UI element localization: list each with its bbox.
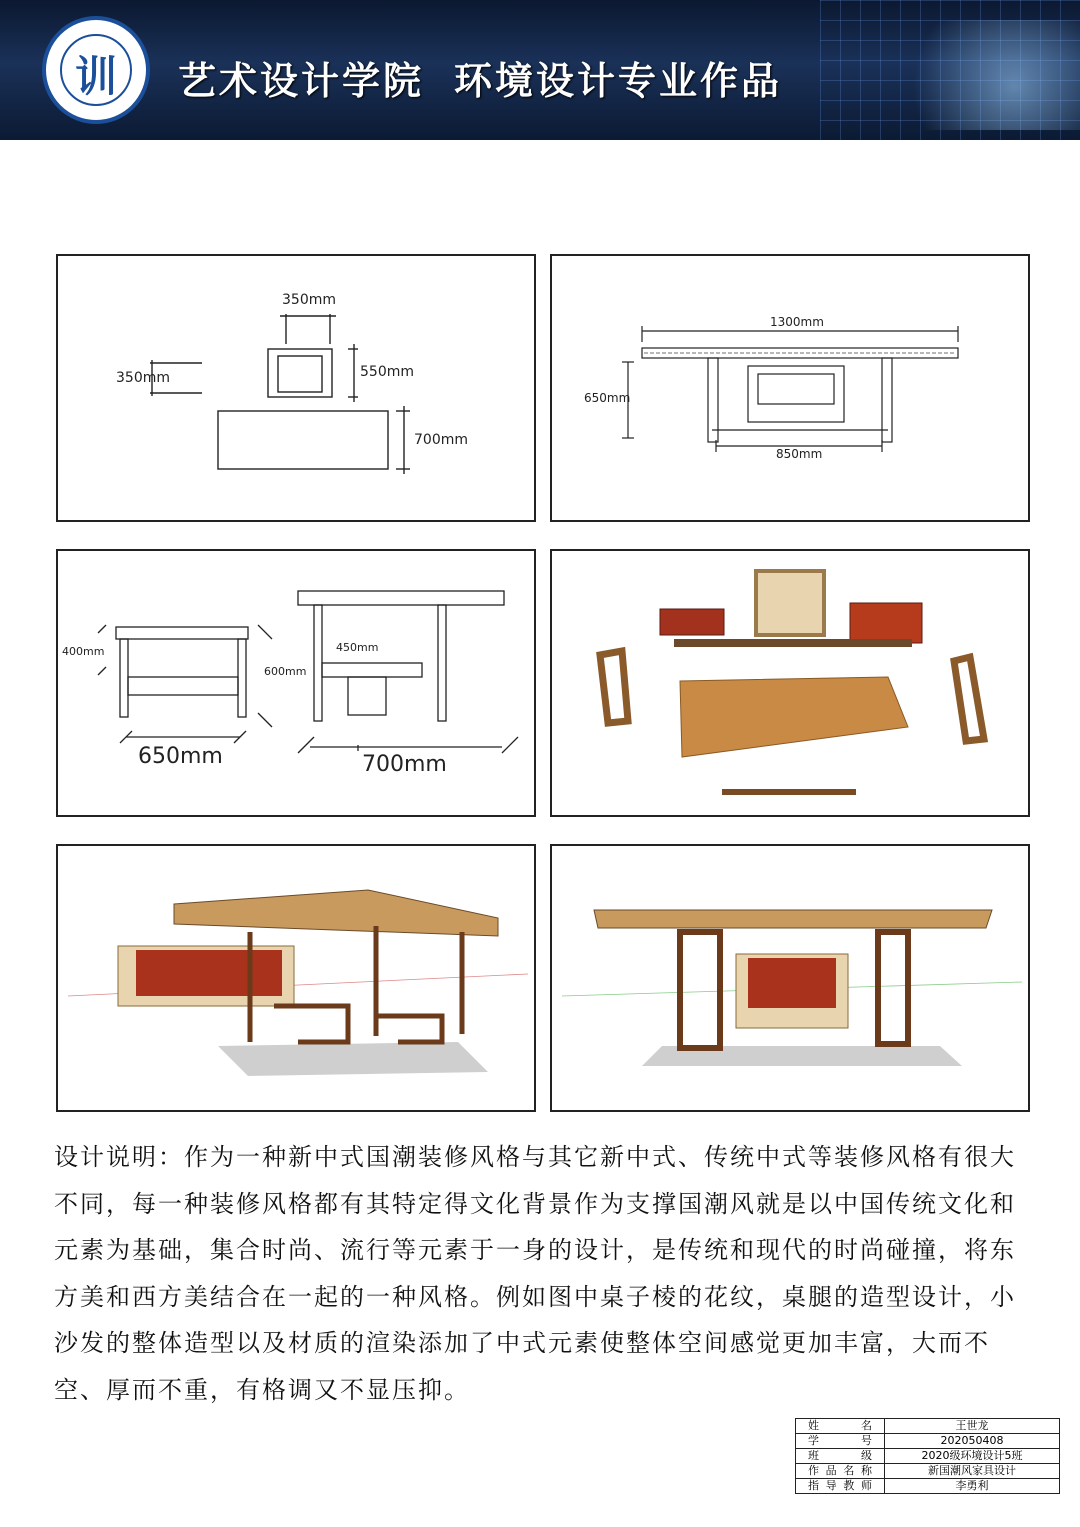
panel-side-views: [56, 549, 536, 817]
panel-exploded-render: [550, 549, 1030, 817]
dim-label: 700mm: [414, 432, 468, 448]
program-name: 环境设计专业作品: [454, 59, 783, 103]
logo-mark: 训: [74, 52, 117, 101]
table-leg-frame-render: [600, 651, 628, 723]
table-row: [796, 1479, 1060, 1494]
table-leg-frame-render: [954, 657, 984, 741]
info-label: 姓名: [796, 1419, 885, 1434]
school-name: 艺术设计学院: [178, 59, 425, 103]
logo-ring: [60, 34, 132, 106]
table-row: [796, 1464, 1060, 1479]
shadow-render: [218, 1042, 488, 1076]
info-value: 新国潮风家具设计: [885, 1464, 1060, 1479]
header-glow: [860, 20, 1080, 130]
exploded-render: [552, 551, 1028, 815]
rail-render: [722, 789, 856, 795]
panel-front-render: [550, 844, 1030, 1112]
pattern-band-render: [674, 639, 912, 647]
university-logo: [42, 16, 150, 124]
dim-label: 400mm: [62, 645, 105, 658]
page-title: [178, 50, 812, 105]
perspective-render: [58, 846, 534, 1110]
elevation-drawing: [552, 256, 1028, 520]
dim-label: 450mm: [336, 641, 379, 654]
tabletop-render: [174, 890, 498, 936]
dim-label: 650mm: [584, 391, 631, 405]
student-info-table: [795, 1418, 1060, 1494]
info-value: 王世龙: [885, 1419, 1060, 1434]
dim-label: 350mm: [282, 292, 336, 308]
info-label: 学号: [796, 1434, 885, 1449]
tabletop-render: [680, 677, 908, 757]
info-value: 202050408: [885, 1434, 1060, 1449]
info-value: 2020级环境设计5班: [885, 1449, 1060, 1464]
chair-frame-render: [756, 571, 824, 635]
dim-label: 350mm: [116, 370, 170, 386]
cushion-render: [660, 609, 724, 635]
tabletop-render: [594, 910, 992, 928]
info-label: 指导教师: [796, 1479, 885, 1494]
panel-plan-view: [56, 254, 536, 522]
info-label: 作品名称: [796, 1464, 885, 1479]
side-drawing: [58, 551, 534, 815]
dim-label: 1300mm: [770, 315, 824, 329]
table-row: [796, 1449, 1060, 1464]
dim-label: 650mm: [138, 744, 223, 769]
table-row: [796, 1434, 1060, 1449]
panel-front-elevation: [550, 254, 1030, 522]
info-label: 班级: [796, 1449, 885, 1464]
dim-label: 850mm: [776, 447, 823, 461]
front-render: [552, 846, 1028, 1110]
sofa-cushion-render: [748, 958, 836, 1008]
cushion-render: [850, 603, 922, 643]
design-description: 设计说明：作为一种新中式国潮装修风格与其它新中式、传统中式等装修风格有很大不同，每一种装修风格都有其特定得文化背景作为支撑国潮风就是以中国传统文化和元素为基础，集合时尚、流行等元素于一身的设计，是传统和现代的时尚碰撞，将东方美和西方美结合在一起的一种风格。例如图中桌子棱的花纹，桌腿的造型设计，小沙发的整体造型以及材质的渲染添加了中式元素使整体空间感觉更加丰富，大而不空、厚而不重，有格调又不显压抑。: [54, 1143, 1016, 1404]
table-row: [796, 1419, 1060, 1434]
dim-label: 600mm: [264, 665, 307, 678]
dim-label: 550mm: [360, 364, 414, 380]
plan-drawing: [58, 256, 534, 520]
info-value: 李勇利: [885, 1479, 1060, 1494]
dim-label: 700mm: [362, 752, 447, 777]
sofa-cushion-render: [136, 950, 282, 996]
panel-perspective-render: [56, 844, 536, 1112]
header-banner: [0, 0, 1080, 140]
